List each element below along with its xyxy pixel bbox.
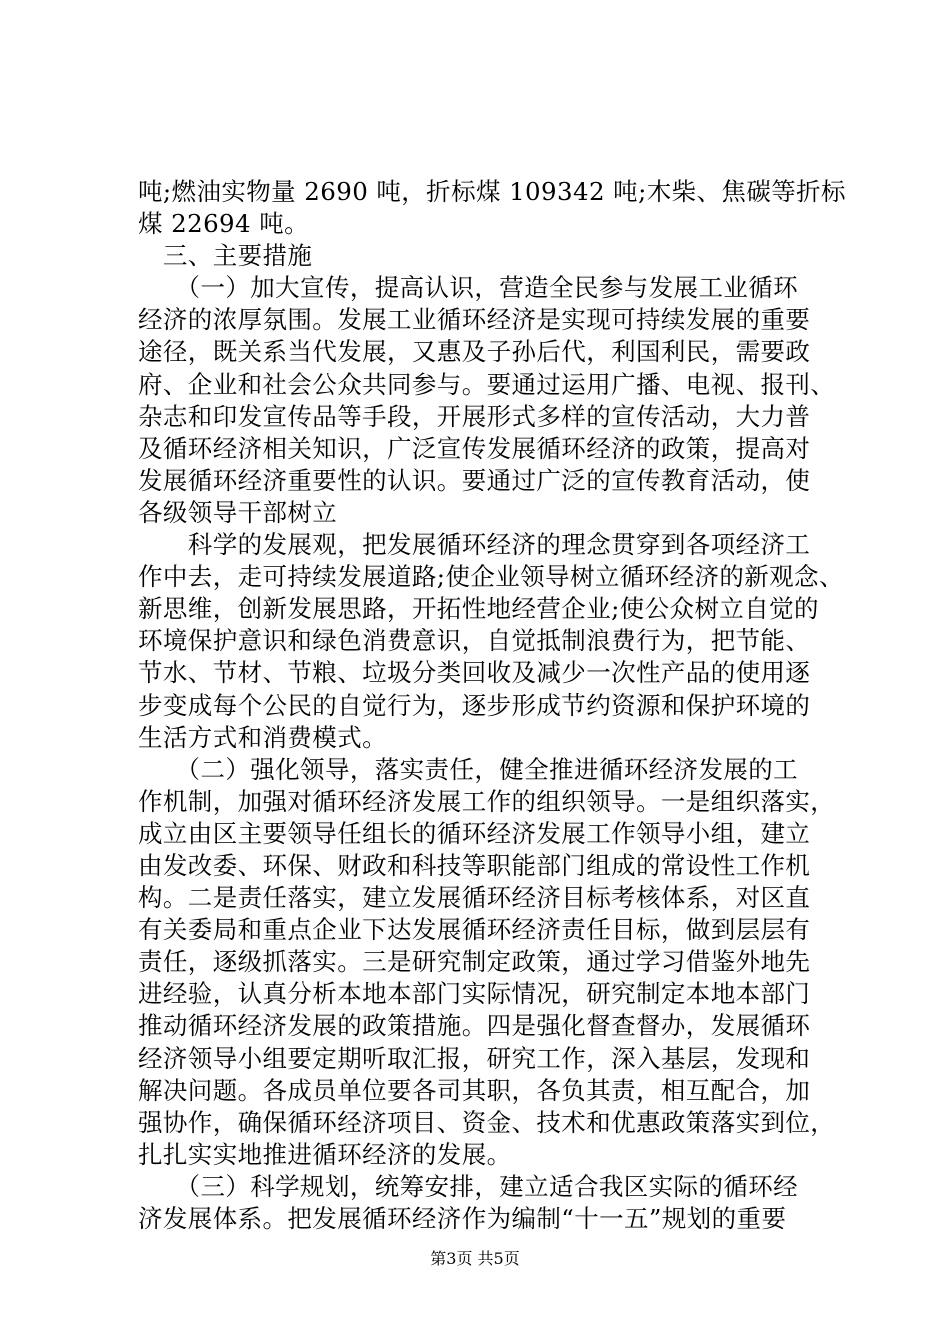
- text-line: 经济的浓厚氛围。发展工业循环经济是实现可持续发展的重要: [138, 305, 811, 335]
- text-line: 各级领导干部树立: [138, 497, 338, 527]
- text-line: （二）强化领导，落实责任，健全推进循环经济发展的工: [138, 754, 799, 784]
- text-line: 有关委局和重点企业下达发展循环经济责任目标，做到层层有: [138, 915, 811, 945]
- text-line: 成立由区主要领导任组长的循环经济发展工作领导小组，建立: [138, 818, 811, 848]
- text-line: 生活方式和消费模式。: [138, 722, 387, 752]
- text-line: 节水、节材、节粮、垃圾分类回收及减少一次性产品的使用逐: [138, 658, 811, 688]
- text-line: 杂志和印发宣传品等手段，开展形式多样的宣传活动，大力普: [138, 401, 811, 431]
- text-line: 解决问题。各成员单位要各司其职，各负其责，相互配合，加: [138, 1075, 811, 1105]
- text-line: 作机制，加强对循环经济发展工作的组织领导。一是组织落实，: [138, 786, 836, 816]
- text-line: 经济领导小组要定期听取汇报，研究工作，深入基层，发现和: [138, 1043, 811, 1073]
- text-line: 途径，既关系当代发展，又惠及子孙后代，利国利民，需要政: [138, 337, 811, 367]
- text-line: 发展循环经济重要性的认识。要通过广泛的宣传教育活动，使: [138, 465, 811, 495]
- page-footer: 第3页 共5页: [430, 1249, 520, 1268]
- text-line: 吨;燃油实物量 2690 吨，折标煤 109342 吨;木柴、焦碳等折标: [138, 177, 846, 206]
- text-line: 进经验，认真分析本地本部门实际情况，研究制定本地本部门: [138, 979, 811, 1009]
- text-line: 扎扎实实地推进循环经济的发展。: [138, 1139, 512, 1169]
- text-line: 三、主要措施: [138, 241, 313, 271]
- text-line: 新思维，创新发展思路，开拓性地经营企业;使公众树立自觉的: [138, 594, 819, 624]
- text-line: 由发改委、环保、财政和科技等职能部门组成的常设性工作机: [138, 850, 811, 880]
- text-line: 府、企业和社会公众共同参与。要通过运用广播、电视、报刊、: [138, 369, 836, 399]
- text-line: 推动循环经济发展的政策措施。四是强化督查督办，发展循环: [138, 1011, 811, 1041]
- text-line: 步变成每个公民的自觉行为，逐步形成节约资源和保护环境的: [138, 690, 811, 720]
- document-body: [138, 176, 846, 1235]
- text-line: 环境保护意识和绿色消费意识，自觉抵制浪费行为，把节能、: [138, 626, 811, 656]
- text-line: 构。二是责任落实，建立发展循环经济目标考核体系，对区直: [138, 883, 811, 913]
- text-line: 及循环经济相关知识，广泛宣传发展循环经济的政策，提高对: [138, 433, 811, 463]
- text-line: 责任，逐级抓落实。三是研究制定政策，通过学习借鉴外地先: [138, 947, 811, 977]
- text-line: 煤 22694 吨。: [138, 209, 310, 239]
- text-line: 科学的发展观，把发展循环经济的理念贯穿到各项经济工: [138, 530, 811, 560]
- text-line: （一）加大宣传，提高认识，营造全民参与发展工业循环: [138, 273, 799, 303]
- text-line: 强协作，确保循环经济项目、资金、技术和优惠政策落实到位，: [138, 1107, 836, 1137]
- text-line: （三）科学规划，统筹安排，建立适合我区实际的循环经: [138, 1171, 799, 1201]
- text-line: 济发展体系。把发展循环经济作为编制“十一五”规划的重要: [138, 1204, 787, 1233]
- text-line: 作中去，走可持续发展道路;使企业领导树立循环经济的新观念、: [138, 562, 844, 592]
